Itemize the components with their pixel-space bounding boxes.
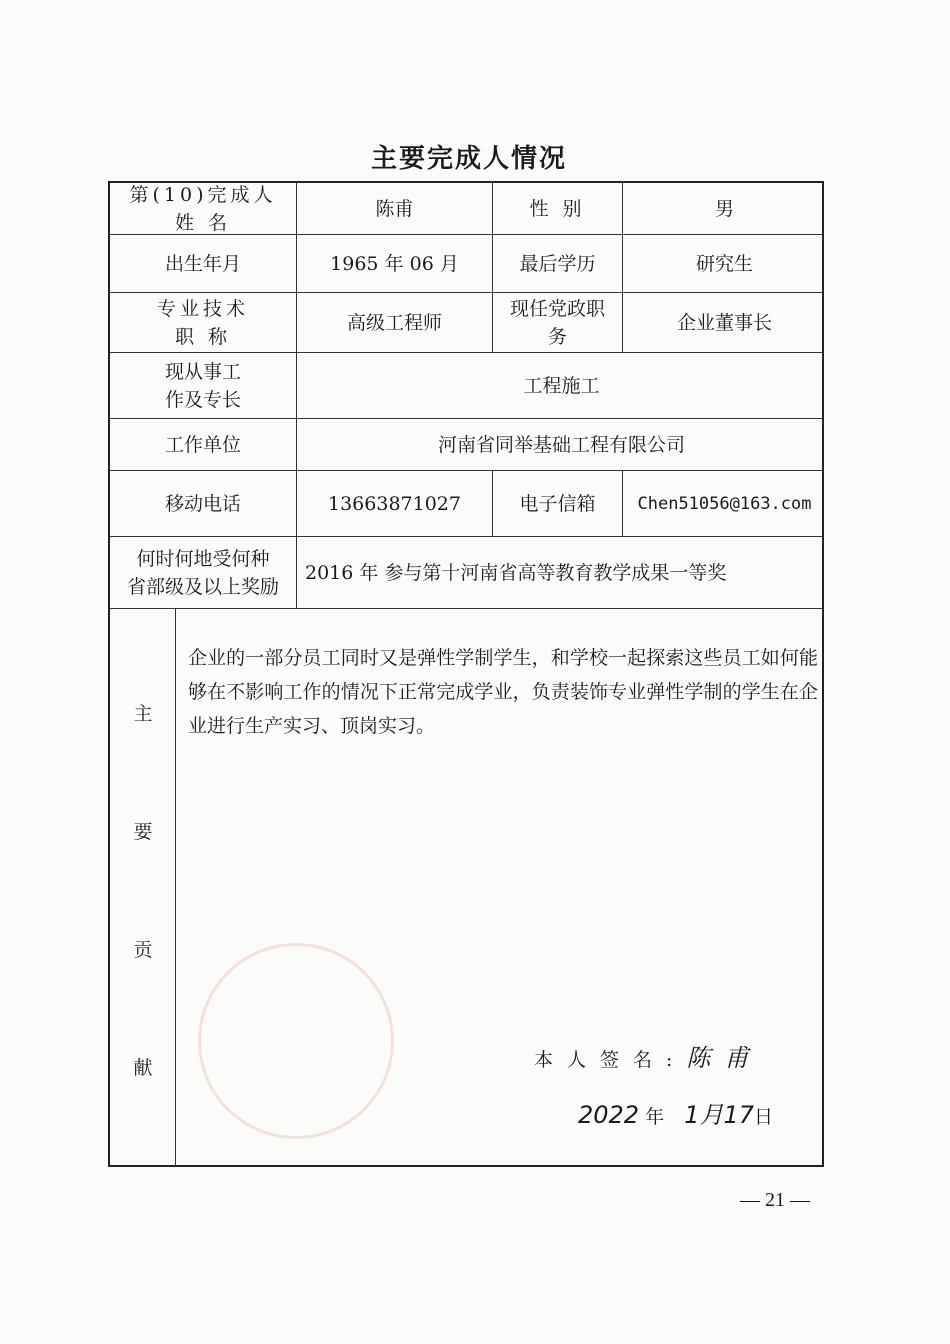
- gender-value: 男: [622, 183, 826, 234]
- signature-date: 2022 年 1月17日: [578, 1101, 774, 1129]
- education-label: 最后学历: [492, 235, 622, 292]
- handwritten-signature: 陈甫: [686, 1044, 763, 1072]
- post-value: 企业董事长: [622, 293, 826, 352]
- row-employer: [110, 419, 822, 471]
- seal-stamp: [198, 943, 394, 1139]
- awards-label: 何时何地受何种 省部级及以上奖励: [126, 547, 279, 598]
- contribution-text: 企业的一部分员工同时又是弹性学制学生，和学校一起探索这些员工如何能够在不影响工作的情况下正常完成学业，负责装饰专业弹性学制的学生在企业进行生产实习、顶岗实习。: [188, 647, 818, 737]
- row-work-specialty: [110, 353, 822, 419]
- birth-value: 1965 年 06 月: [296, 235, 492, 292]
- page-number: — 21 —: [740, 1189, 810, 1211]
- phone-label: 移动电话: [164, 492, 241, 515]
- page-title: 主要完成人情况: [370, 144, 567, 174]
- row-name: [110, 183, 822, 235]
- email-value: Chen51056@163.com: [622, 471, 826, 536]
- post-label: 现任党政职 务: [492, 293, 622, 352]
- gender-label: 性 别: [492, 183, 622, 234]
- row-title: [110, 293, 822, 353]
- personnel-form: [108, 181, 824, 1167]
- row-awards: [110, 537, 822, 609]
- signature-line: 本人签名:陈甫: [534, 1044, 763, 1072]
- email-label: 电子信箱: [492, 471, 622, 536]
- date-year: 2022: [578, 1101, 640, 1129]
- title-label: 专业技术 职 称: [156, 297, 249, 348]
- row-birth: [110, 235, 822, 293]
- work-specialty-label: 现从事工 作及专长: [164, 360, 241, 411]
- employer-value: 河南省同举基础工程有限公司: [296, 419, 826, 470]
- date-month-day: 1月17: [684, 1101, 754, 1129]
- employer-label: 工作单位: [164, 433, 241, 456]
- row-contact: [110, 471, 822, 537]
- education-value: 研究生: [622, 235, 826, 292]
- contribution-label: 主 要 贡 献: [110, 609, 176, 1167]
- work-specialty-value: 工程施工: [296, 353, 826, 418]
- awards-value: 2016 年 参与第十河南省高等教育教学成果一等奖: [296, 537, 826, 608]
- name-value: 陈甫: [296, 183, 492, 234]
- birth-label: 出生年月: [164, 252, 241, 275]
- name-label: 第(10)完成人 姓 名: [129, 183, 277, 234]
- title-value: 高级工程师: [296, 293, 492, 352]
- phone-value: 13663871027: [296, 471, 492, 536]
